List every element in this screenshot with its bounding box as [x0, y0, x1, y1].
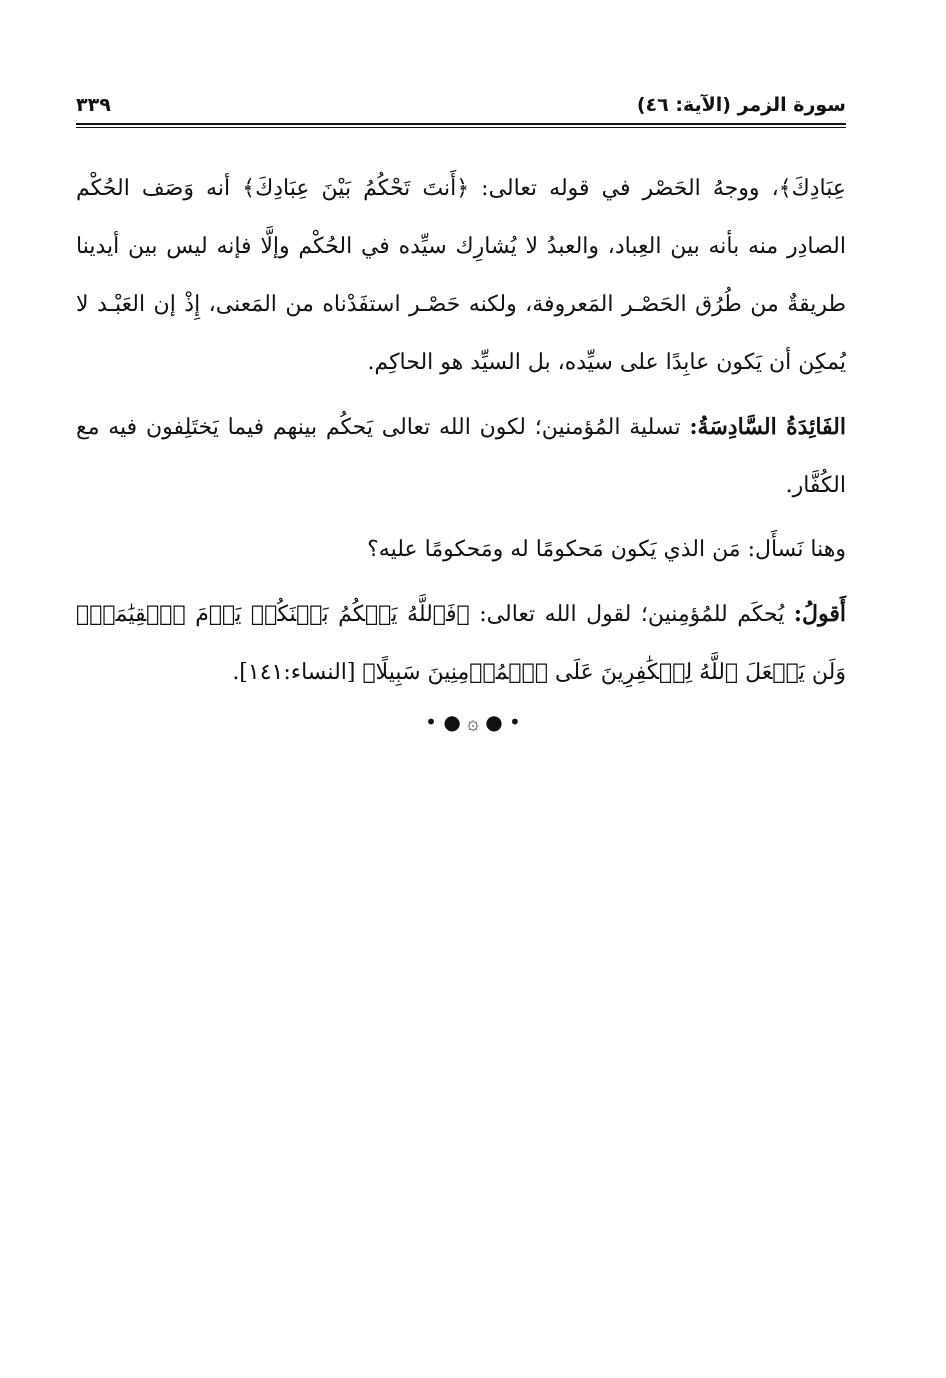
paragraph-3-text: وهنا نَسأَل: مَن الذي يَكون مَحكومًا له ومَحكومًا عليه؟ [367, 537, 846, 562]
paragraph-1-text: عِبَادِكَ﴾، ووجهُ الحَصْر في قوله تعالى: ﴿أَنتَ تَحْكُمُ بَيْنَ عِبَادِكَ﴾ أنه وَصَف الحُكْم الصادِر منه بأنه بين العِباد، والعبدُ لا يُشارِك سيِّده في الحُكْم وإلَّا فإنه ليس بين أيدينا طريقةٌ من طُرُق الحَصْـر المَعروفة، ولكنه حَصْـر استفَدْناه من المَعنى، إِذْ إن العَبْـد لا يُمكِن أن يَكون عابِدًا على سيِّده، بل السيِّد هو الحاكِم. [76, 176, 846, 375]
body-text [76, 160, 846, 708]
paragraph-3 [76, 521, 846, 579]
section-end-ornament: • ● ۞ ● • [425, 710, 521, 734]
paragraph-1 [76, 160, 846, 392]
paragraph-4 [76, 585, 846, 702]
header-rule-thin [76, 127, 846, 128]
paragraph-4-lead: أَقولُ: [793, 601, 846, 627]
paragraph-2-lead: الفَائِدَةُ السَّادِسَةُ: [689, 414, 846, 440]
paragraph-2 [76, 398, 846, 515]
page-number: ٣٣٩ [76, 94, 111, 116]
header-rule [76, 123, 846, 125]
paragraph-4-text: يُحكَم للمُؤمِنين؛ لقول الله تعالى: ﴿فَٱللَّهُ يَحۡكُمُ بَيۡنَكُمۡ يَوۡمَ ٱلۡقِيَٰمَةِۗ وَلَن يَجۡعَلَ ٱللَّهُ لِلۡكَٰفِرِينَ عَلَى ٱلۡمُؤۡمِنِينَ سَبِيلًا﴾ [النساء:١٤١]. [76, 602, 846, 685]
running-header [76, 92, 846, 120]
paragraph-2-text: تسلية المُؤمنين؛ لكون الله تعالى يَحكُم بينهم فيما يَختَلِفون فيه مع الكُفَّار. [76, 415, 846, 498]
surah-title: سورة الزمر (الآية: ٤٦) [636, 94, 846, 116]
